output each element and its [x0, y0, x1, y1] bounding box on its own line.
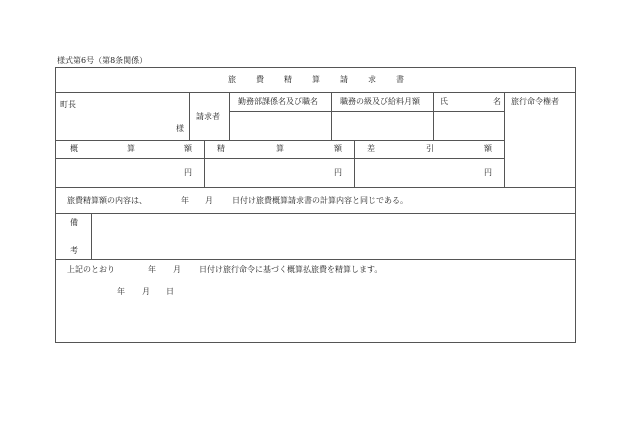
- requester-label: 請求者: [196, 112, 220, 121]
- title-char: 算: [312, 75, 320, 84]
- date-month: 月: [142, 287, 150, 296]
- declaration-month: 月: [173, 265, 181, 274]
- recipient-field[interactable]: [56, 93, 188, 139]
- yen-unit: 円: [484, 168, 492, 177]
- declaration-suffix: 日付け旅行命令に基づく概算払旅費を精算します。: [199, 265, 383, 274]
- settlement-amount-field[interactable]: [205, 159, 353, 186]
- remarks-field[interactable]: [92, 214, 575, 258]
- estimate-amount-field[interactable]: [56, 159, 203, 186]
- difference-char: 差: [367, 144, 375, 153]
- recipient-label: 町長: [60, 100, 76, 109]
- name-header-left: 氏: [440, 97, 448, 106]
- rule-under-amounts: [55, 187, 576, 188]
- form-title: [56, 68, 575, 92]
- settlement-char: 算: [276, 144, 284, 153]
- title-char: 求: [368, 75, 376, 84]
- difference-amount-field[interactable]: [355, 159, 503, 186]
- estimate-char: 算: [127, 144, 135, 153]
- yen-unit: 円: [184, 168, 192, 177]
- yen-unit: 円: [334, 168, 342, 177]
- statement-month: 月: [205, 196, 213, 205]
- department-header: 勤務部課係名及び職名: [238, 97, 318, 106]
- date-year: 年: [117, 287, 125, 296]
- form-number: 様式第6号（第8条関係）: [57, 56, 148, 65]
- department-field[interactable]: [230, 112, 330, 139]
- title-char: 書: [396, 75, 404, 84]
- title-char: 費: [256, 75, 264, 84]
- difference-char: 引: [426, 144, 434, 153]
- grade-header: 職務の級及び給料月額: [340, 97, 420, 106]
- statement-suffix: 日付け旅費概算請求書の計算内容と同じである。: [232, 196, 408, 205]
- rule-under-remarks: [55, 259, 576, 260]
- authorizer-header: 旅行命令権者: [511, 97, 559, 106]
- remarks-char: 備: [70, 218, 78, 227]
- title-char: 精: [284, 75, 292, 84]
- name-header-right: 名: [493, 97, 501, 106]
- title-char: 旅: [228, 75, 236, 84]
- estimate-char: 概: [70, 144, 78, 153]
- declaration-prefix: 上記のとおり: [67, 265, 115, 274]
- remarks-char: 考: [70, 246, 78, 255]
- recipient-honorific: 様: [176, 124, 184, 133]
- difference-char: 額: [484, 144, 492, 153]
- estimate-char: 額: [184, 144, 192, 153]
- title-char: 請: [340, 75, 348, 84]
- settlement-char: 額: [334, 144, 342, 153]
- authorizer-field[interactable]: [505, 112, 574, 186]
- name-field[interactable]: [434, 112, 503, 139]
- grade-field[interactable]: [332, 112, 432, 139]
- statement-prefix: 旅費精算額の内容は、: [67, 196, 147, 205]
- date-day: 日: [166, 287, 174, 296]
- rule-under-requester: [55, 140, 504, 141]
- statement-year: 年: [181, 196, 189, 205]
- settlement-char: 精: [217, 144, 225, 153]
- rule-recipient-right: [189, 92, 190, 140]
- declaration-year: 年: [148, 265, 156, 274]
